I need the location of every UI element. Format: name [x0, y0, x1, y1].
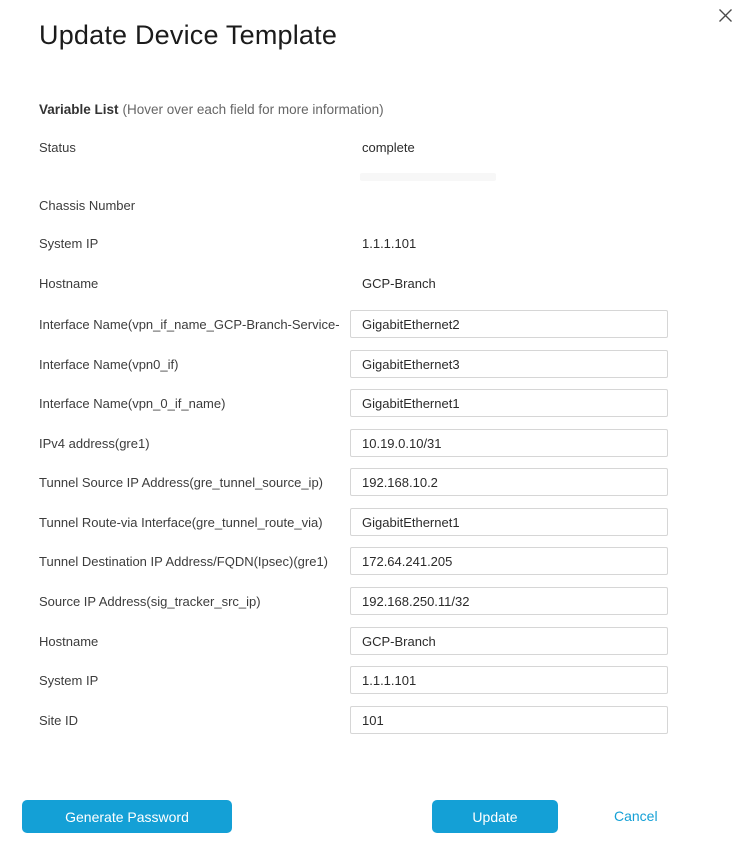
- site-id-input[interactable]: [350, 706, 668, 734]
- input-row-tunnel-route-via: [0, 508, 752, 536]
- variable-list-label: Variable List: [39, 102, 119, 117]
- field-label: System IP: [39, 673, 99, 688]
- static-row-hostname: [0, 276, 752, 294]
- system-ip-label: System IP: [39, 236, 99, 251]
- static-row-status: [0, 140, 752, 158]
- page-title: Update Device Template: [39, 20, 338, 50]
- system-ip-value: 1.1.1.101: [362, 236, 417, 251]
- input-row-ipv4-address-gre1: [0, 429, 752, 457]
- field-label: Interface Name(vpn_if_name_GCP-Branch-Service-: [39, 317, 340, 332]
- input-row-hostname: [0, 627, 752, 655]
- close-icon[interactable]: [714, 4, 736, 26]
- field-label: Tunnel Source IP Address(gre_tunnel_source_ip): [39, 475, 324, 490]
- input-row-interface-name-service: [0, 310, 752, 338]
- interface-name-vpn-0-if-name-input[interactable]: [350, 389, 668, 417]
- input-row-sig-tracker-src-ip: [0, 587, 752, 615]
- interface-name-service-input[interactable]: [350, 310, 668, 338]
- tunnel-route-via-input[interactable]: [350, 508, 668, 536]
- input-row-interface-name-vpn-0-if-name: [0, 389, 752, 417]
- update-button[interactable]: Update: [432, 800, 558, 833]
- field-label: Interface Name(vpn0_if): [39, 357, 179, 372]
- sig-tracker-src-ip-input[interactable]: [350, 587, 668, 615]
- tunnel-destination-ip-input[interactable]: [350, 547, 668, 575]
- static-row-chassis-number: [0, 198, 752, 216]
- variable-list-hint: (Hover over each field for more information): [122, 102, 384, 117]
- faint-ghost-text: [360, 173, 496, 181]
- field-label: Source IP Address(sig_tracker_src_ip): [39, 594, 261, 609]
- chassis-number-label: Chassis Number: [39, 198, 136, 213]
- field-label: IPv4 address(gre1): [39, 436, 150, 451]
- system-ip-input[interactable]: [350, 666, 668, 694]
- tunnel-source-ip-input[interactable]: [350, 468, 668, 496]
- hostname-value: GCP-Branch: [362, 276, 436, 291]
- hostname-label: Hostname: [39, 276, 99, 291]
- field-label: Hostname: [39, 634, 99, 649]
- input-row-tunnel-source-ip: [0, 468, 752, 496]
- field-label: Interface Name(vpn_0_if_name): [39, 396, 226, 411]
- ipv4-address-gre1-input[interactable]: [350, 429, 668, 457]
- input-row-interface-name-vpn0-if: [0, 350, 752, 378]
- variable-list-heading: [39, 102, 384, 117]
- input-row-system-ip: [0, 666, 752, 694]
- field-label: Tunnel Route-via Interface(gre_tunnel_route_via): [39, 515, 323, 530]
- status-label: Status: [39, 140, 76, 155]
- static-row-system-ip: [0, 236, 752, 254]
- input-row-tunnel-destination-ip: [0, 547, 752, 575]
- input-row-site-id: [0, 706, 752, 734]
- cancel-button[interactable]: Cancel: [614, 808, 658, 824]
- field-label: Site ID: [39, 713, 79, 728]
- generate-password-button[interactable]: Generate Password: [22, 800, 232, 833]
- field-label: Tunnel Destination IP Address/FQDN(Ipsec)(gre1): [39, 554, 329, 569]
- hostname-input[interactable]: [350, 627, 668, 655]
- interface-name-vpn0-if-input[interactable]: [350, 350, 668, 378]
- status-value: complete: [362, 140, 415, 155]
